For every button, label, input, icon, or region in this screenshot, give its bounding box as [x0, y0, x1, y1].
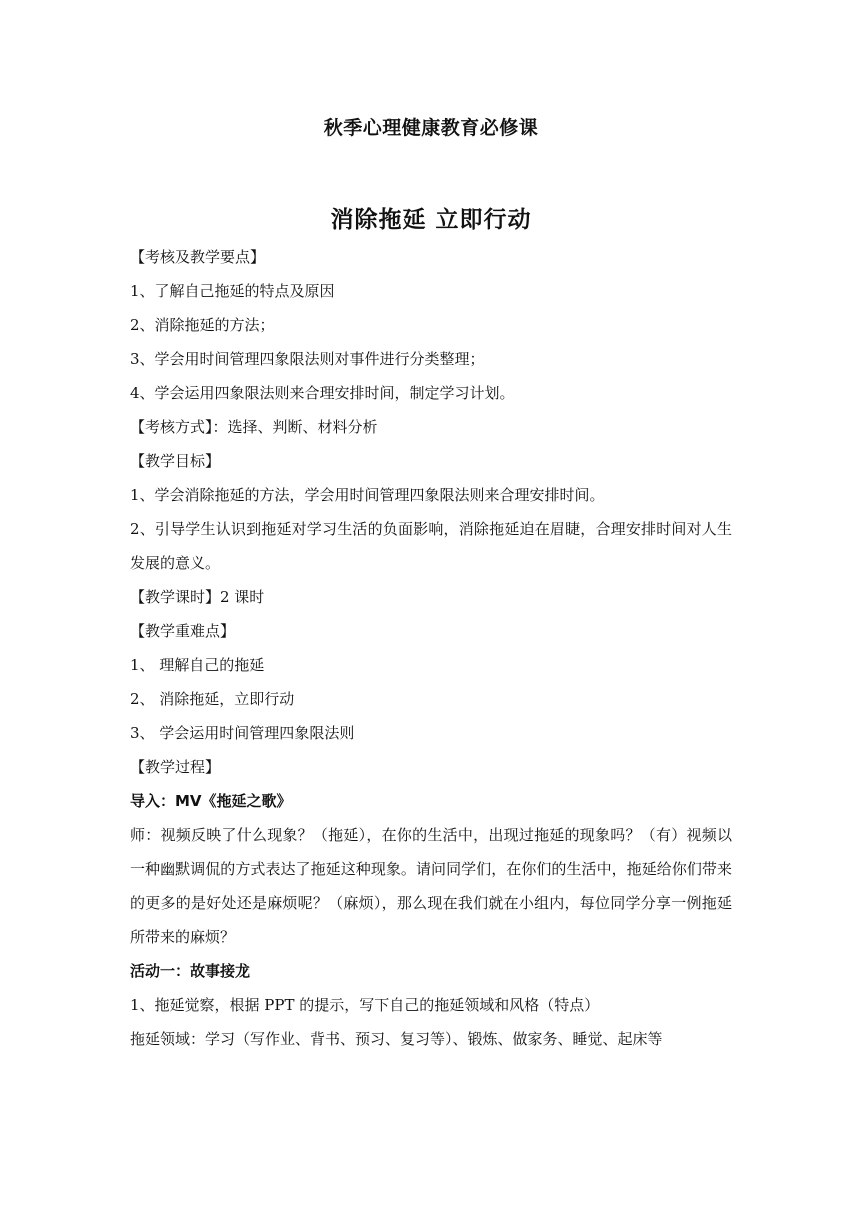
teaching-goal-item: 2、引导学生认识到拖延对学习生活的负面影响，消除拖延迫在眉睫，合理安排时间对人生发展的意义。 [130, 520, 732, 572]
assessment-point-item: 3、学会用时间管理四象限法则对事件进行分类整理； [130, 350, 485, 368]
key-point-item: 3、 学会运用时间管理四象限法则 [130, 724, 355, 742]
intro-paragraph: 师：视频反映了什么现象？（拖延），在你的生活中，出现过拖延的现象吗？（有）视频以一种幽默调侃的方式表达了拖延这种现象。请问同学们，在你们的生活中，拖延给你们带来的更多的是好处还是麻烦呢？（麻烦），那么现在我们就在小组内，每位同学分享一例拖延所带来的麻烦？ [130, 826, 732, 946]
key-point-item: 1、 理解自己的拖延 [130, 656, 265, 674]
assessment-point-item: 4、学会运用四象限法则来合理安排时间，制定学习计划。 [130, 384, 515, 402]
activity-one-heading: 活动一：故事接龙 [130, 962, 251, 980]
course-title: 秋季心理健康教育必修课 [323, 117, 539, 139]
key-point-item: 2、 消除拖延，立即行动 [130, 690, 295, 708]
teaching-goals-heading: 【教学目标】 [130, 452, 221, 470]
assessment-points-heading: 【考核及教学要点】 [130, 248, 266, 266]
assessment-method: 【考核方式】：选择、判断、材料分析 [130, 418, 378, 436]
procrastination-domains: 拖延领域：学习（写作业、背书、预习、复习等）、锻炼、做家务、睡觉、起床等 [130, 1030, 663, 1048]
intro-heading: 导入：MV《拖延之歌》 [130, 792, 292, 810]
class-hours: 【教学课时】2 课时 [130, 588, 265, 606]
activity-one-item: 1、拖延觉察，根据 PPT 的提示，写下自己的拖延领域和风格（特点） [130, 996, 600, 1014]
key-points-heading: 【教学重难点】 [130, 622, 236, 640]
process-heading: 【教学过程】 [130, 758, 221, 776]
teaching-goal-item: 1、学会消除拖延的方法，学会用时间管理四象限法则来合理安排时间。 [130, 486, 605, 504]
document-content [130, 112, 732, 1056]
assessment-point-item: 1、了解自己拖延的特点及原因 [130, 282, 335, 300]
assessment-point-item: 2、消除拖延的方法； [130, 316, 275, 334]
lesson-title: 消除拖延 立即行动 [330, 207, 532, 233]
